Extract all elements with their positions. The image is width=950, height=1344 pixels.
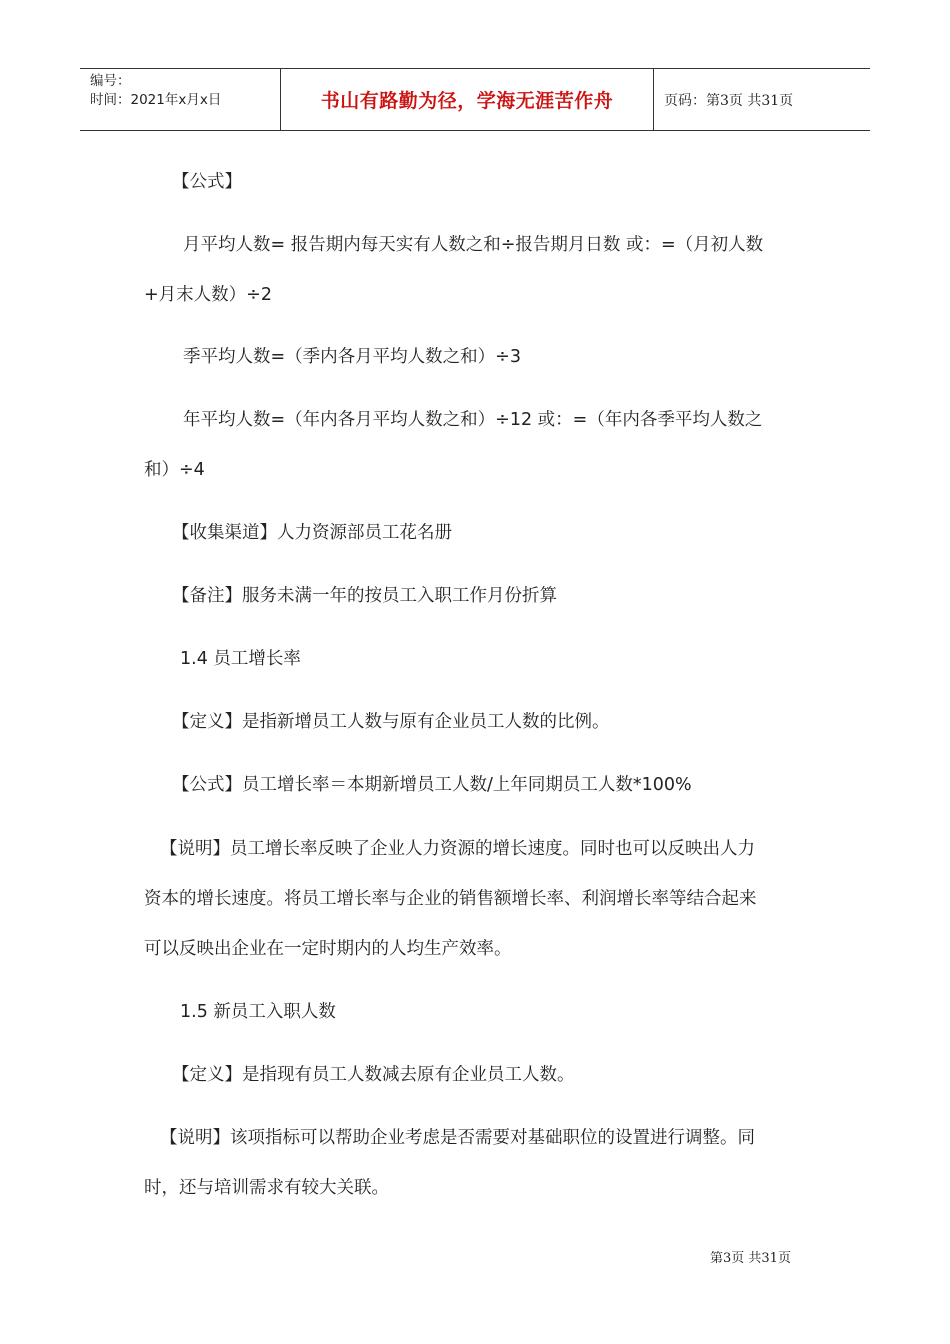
explanation-1-5-line1: 【说明】该项指标可以帮助企业考虑是否需要对基础职位的设置进行调整。同 <box>160 1128 755 1148</box>
explanation-1-4-line2: 资本的增长速度。将员工增长率与企业的销售额增长率、利润增长率等结合起来 <box>144 889 757 909</box>
annual-average-formula-cont: 和）÷4 <box>144 460 205 480</box>
remark: 【备注】服务未满一年的按员工入职工作月份折算 <box>172 586 557 606</box>
page-footer: 第3页 共31页 <box>710 1251 791 1266</box>
monthly-average-formula: 月平均人数= 报告期内每天实有人数之和÷报告期月日数 或：=（月初人数 <box>183 235 764 255</box>
header-motto: 书山有路勤为径，学海无涯苦作舟 <box>281 69 654 130</box>
collection-channel: 【收集渠道】人力资源部员工花名册 <box>172 523 452 543</box>
section-heading-1-4: 1.4 员工增长率 <box>180 649 301 669</box>
header-meta <box>80 69 281 130</box>
quarterly-average-formula: 季平均人数=（季内各月平均人数之和）÷3 <box>183 347 521 367</box>
formula-1-4: 【公式】员工增长率＝本期新增员工人数/上年同期员工人数*100% <box>172 775 692 795</box>
header-page-info: 页码：第3页 共31页 <box>664 92 794 109</box>
monthly-average-formula-cont: +月末人数）÷2 <box>144 285 272 305</box>
explanation-1-4-line1: 【说明】员工增长率反映了企业人力资源的增长速度。同时也可以反映出人力 <box>160 839 755 859</box>
explanation-1-4-line3: 可以反映出企业在一定时期内的人均生产效率。 <box>144 939 512 959</box>
page-header <box>80 68 870 131</box>
definition-1-4: 【定义】是指新增员工人数与原有企业员工人数的比例。 <box>172 712 610 732</box>
formula-heading: 【公式】 <box>172 172 242 192</box>
section-heading-1-5: 1.5 新员工入职人数 <box>180 1002 336 1022</box>
definition-1-5: 【定义】是指现有员工人数减去原有企业员工人数。 <box>172 1065 575 1085</box>
document-number-label: 编号： <box>90 73 131 89</box>
document-date: 时间：2021年x月x日 <box>90 92 222 108</box>
annual-average-formula: 年平均人数=（年内各月平均人数之和）÷12 或：=（年内各季平均人数之 <box>183 410 763 430</box>
explanation-1-5-line2: 时，还与培训需求有较大关联。 <box>144 1178 389 1198</box>
